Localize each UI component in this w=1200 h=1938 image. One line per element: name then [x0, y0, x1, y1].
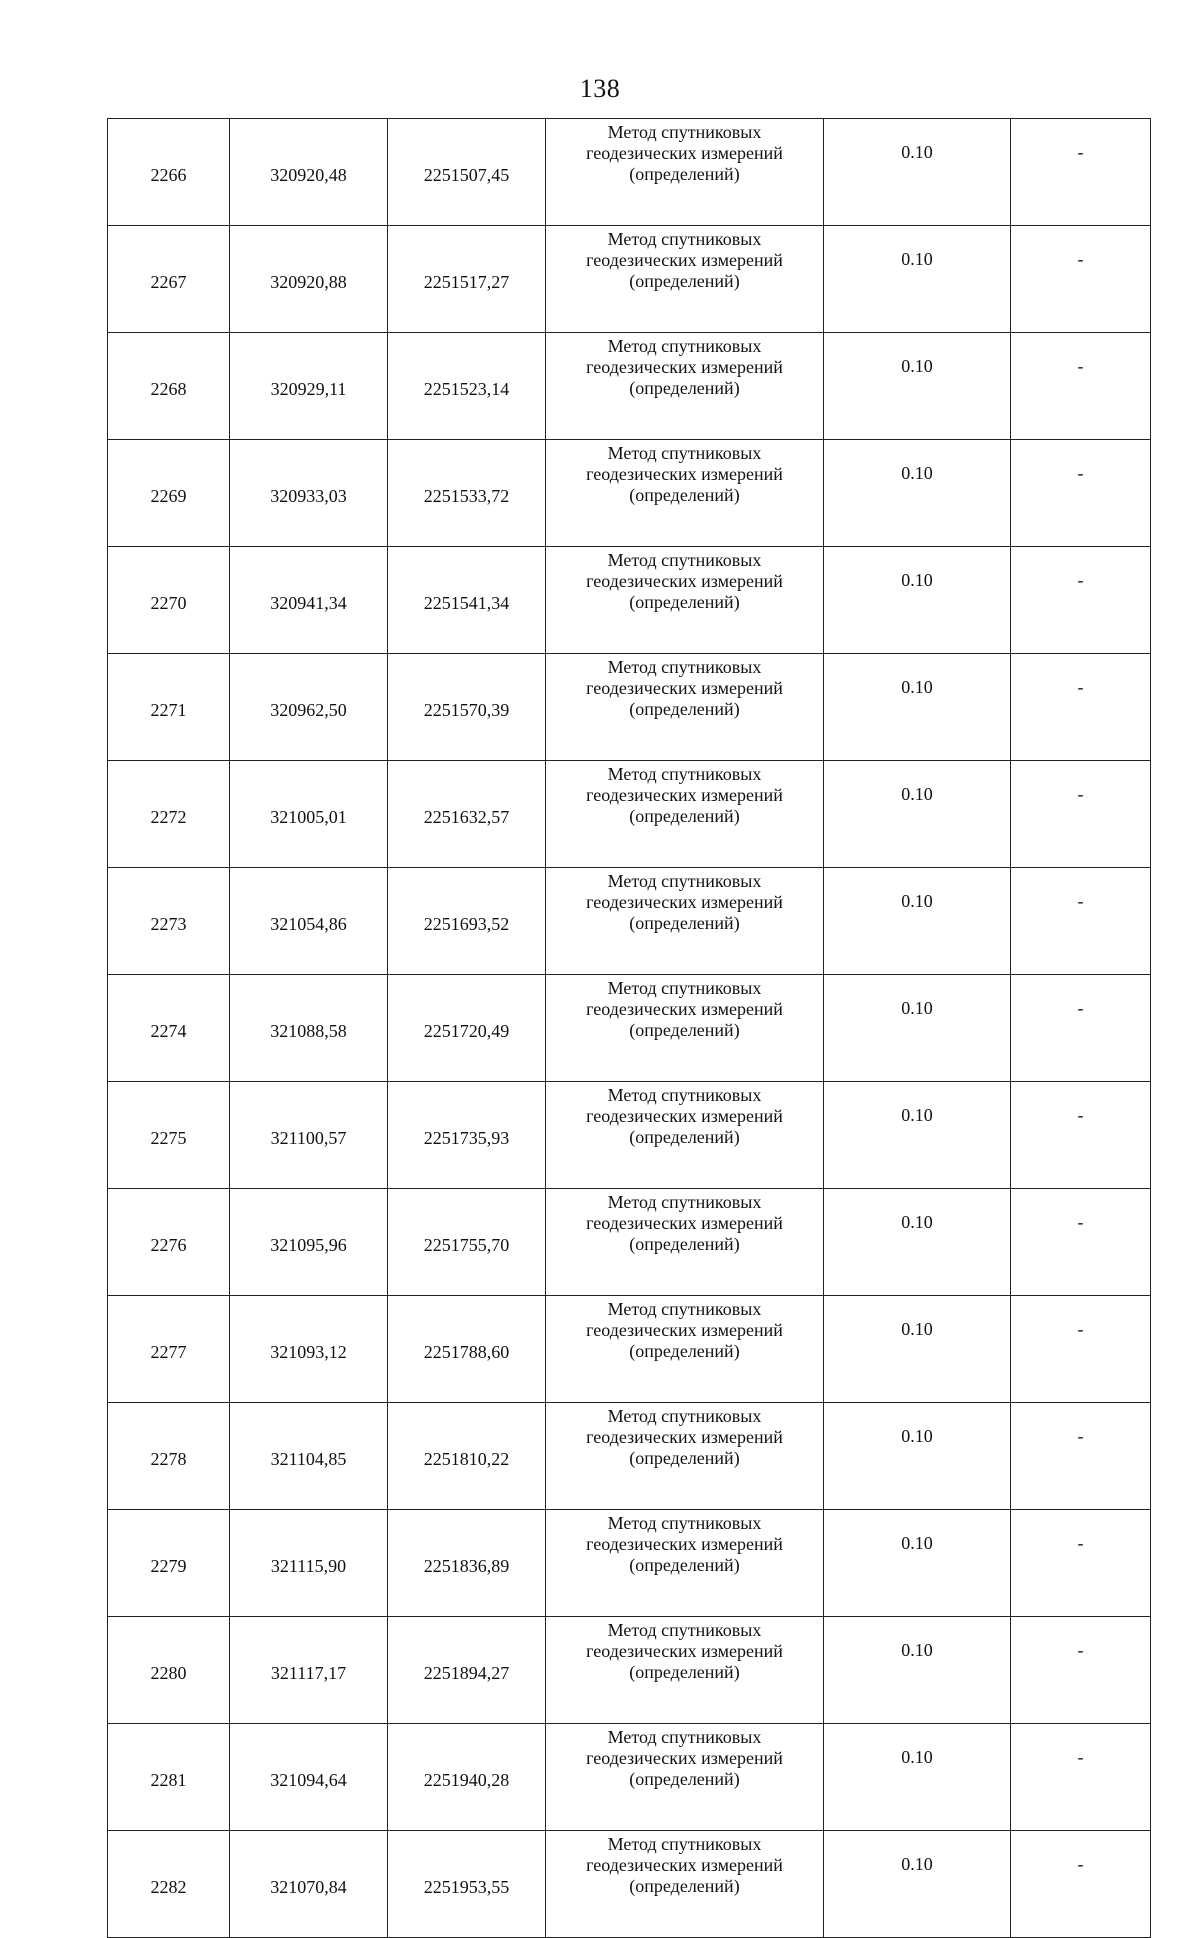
- x-coordinate-cell: 321094,64: [230, 1724, 388, 1831]
- method-line: (определений): [629, 1662, 740, 1682]
- table-row: [108, 547, 1151, 654]
- accuracy-cell: 0.10: [824, 1724, 1011, 1831]
- x-coordinate-cell: 321115,90: [230, 1510, 388, 1617]
- method-line: геодезических измерений: [586, 999, 783, 1019]
- method-line: геодезических измерений: [586, 1213, 783, 1233]
- y-coordinate-cell: 2251836,89: [388, 1510, 546, 1617]
- method-line: (определений): [629, 913, 740, 933]
- page-number: 138: [579, 74, 621, 103]
- method-line: геодезических измерений: [586, 1534, 783, 1554]
- y-coordinate-cell: 2251735,93: [388, 1082, 546, 1189]
- point-number-cell: 2274: [108, 975, 230, 1082]
- method-cell: [546, 119, 824, 226]
- method-cell: [546, 333, 824, 440]
- method-line: геодезических измерений: [586, 250, 783, 270]
- point-number-cell: 2269: [108, 440, 230, 547]
- method-line: геодезических измерений: [586, 1106, 783, 1126]
- accuracy-cell: 0.10: [824, 333, 1011, 440]
- point-number-cell: 2277: [108, 1296, 230, 1403]
- point-number-cell: 2276: [108, 1189, 230, 1296]
- table-row: [108, 1082, 1151, 1189]
- method-line: геодезических измерений: [586, 678, 783, 698]
- method-line: Метод спутниковых: [607, 1620, 762, 1640]
- method-cell: [546, 654, 824, 761]
- method-line: (определений): [629, 378, 740, 398]
- y-coordinate-cell: 2251788,60: [388, 1296, 546, 1403]
- accuracy-cell: 0.10: [824, 547, 1011, 654]
- table-row: [108, 1617, 1151, 1724]
- method-cell: [546, 1831, 824, 1938]
- method-line: Метод спутниковых: [607, 1727, 762, 1747]
- method-cell: [546, 868, 824, 975]
- method-line: (определений): [629, 164, 740, 184]
- note-cell: -: [1011, 547, 1151, 654]
- note-cell: -: [1011, 1403, 1151, 1510]
- method-line: геодезических измерений: [586, 892, 783, 912]
- method-line: Метод спутниковых: [607, 443, 762, 463]
- method-line: (определений): [629, 1769, 740, 1789]
- table-row: [108, 440, 1151, 547]
- method-cell: [546, 1724, 824, 1831]
- accuracy-cell: 0.10: [824, 226, 1011, 333]
- note-cell: -: [1011, 1831, 1151, 1938]
- y-coordinate-cell: 2251570,39: [388, 654, 546, 761]
- table-row: [108, 975, 1151, 1082]
- y-coordinate-cell: 2251517,27: [388, 226, 546, 333]
- point-number-cell: 2279: [108, 1510, 230, 1617]
- method-line: (определений): [629, 699, 740, 719]
- table-row: [108, 226, 1151, 333]
- table-row: [108, 868, 1151, 975]
- accuracy-cell: 0.10: [824, 440, 1011, 547]
- method-line: геодезических измерений: [586, 1427, 783, 1447]
- x-coordinate-cell: 320920,88: [230, 226, 388, 333]
- method-line: геодезических измерений: [586, 143, 783, 163]
- y-coordinate-cell: 2251894,27: [388, 1617, 546, 1724]
- method-line: геодезических измерений: [586, 1641, 783, 1661]
- y-coordinate-cell: 2251810,22: [388, 1403, 546, 1510]
- accuracy-cell: 0.10: [824, 868, 1011, 975]
- note-cell: -: [1011, 654, 1151, 761]
- method-line: (определений): [629, 485, 740, 505]
- point-number-cell: 2266: [108, 119, 230, 226]
- table-row: [108, 654, 1151, 761]
- note-cell: -: [1011, 1510, 1151, 1617]
- y-coordinate-cell: 2251755,70: [388, 1189, 546, 1296]
- accuracy-cell: 0.10: [824, 975, 1011, 1082]
- method-line: (определений): [629, 1341, 740, 1361]
- method-line: Метод спутниковых: [607, 871, 762, 891]
- table-row: [108, 1403, 1151, 1510]
- accuracy-cell: 0.10: [824, 1403, 1011, 1510]
- method-line: Метод спутниковых: [607, 1085, 762, 1105]
- table-row: [108, 1296, 1151, 1403]
- note-cell: -: [1011, 1724, 1151, 1831]
- note-cell: -: [1011, 1082, 1151, 1189]
- point-number-cell: 2270: [108, 547, 230, 654]
- note-cell: -: [1011, 1296, 1151, 1403]
- x-coordinate-cell: 321100,57: [230, 1082, 388, 1189]
- method-line: (определений): [629, 1876, 740, 1896]
- method-cell: [546, 1189, 824, 1296]
- note-cell: -: [1011, 975, 1151, 1082]
- note-cell: -: [1011, 440, 1151, 547]
- method-line: Метод спутниковых: [607, 657, 762, 677]
- y-coordinate-cell: 2251940,28: [388, 1724, 546, 1831]
- note-cell: -: [1011, 868, 1151, 975]
- x-coordinate-cell: 321117,17: [230, 1617, 388, 1724]
- method-line: Метод спутниковых: [607, 1834, 762, 1854]
- method-line: Метод спутниковых: [607, 764, 762, 784]
- point-number-cell: 2280: [108, 1617, 230, 1724]
- note-cell: -: [1011, 333, 1151, 440]
- method-line: Метод спутниковых: [607, 336, 762, 356]
- method-line: (определений): [629, 1127, 740, 1147]
- accuracy-cell: 0.10: [824, 1296, 1011, 1403]
- method-line: (определений): [629, 592, 740, 612]
- method-line: геодезических измерений: [586, 464, 783, 484]
- method-line: геодезических измерений: [586, 1748, 783, 1768]
- x-coordinate-cell: 321005,01: [230, 761, 388, 868]
- accuracy-cell: 0.10: [824, 1831, 1011, 1938]
- y-coordinate-cell: 2251507,45: [388, 119, 546, 226]
- x-coordinate-cell: 320933,03: [230, 440, 388, 547]
- y-coordinate-cell: 2251632,57: [388, 761, 546, 868]
- accuracy-cell: 0.10: [824, 1189, 1011, 1296]
- point-number-cell: 2275: [108, 1082, 230, 1189]
- coordinates-table: [107, 118, 1151, 1938]
- point-number-cell: 2267: [108, 226, 230, 333]
- x-coordinate-cell: 321070,84: [230, 1831, 388, 1938]
- y-coordinate-cell: 2251693,52: [388, 868, 546, 975]
- point-number-cell: 2282: [108, 1831, 230, 1938]
- method-line: Метод спутниковых: [607, 122, 762, 142]
- x-coordinate-cell: 320920,48: [230, 119, 388, 226]
- method-line: геодезических измерений: [586, 785, 783, 805]
- method-cell: [546, 761, 824, 868]
- method-cell: [546, 547, 824, 654]
- y-coordinate-cell: 2251523,14: [388, 333, 546, 440]
- table-row: [108, 119, 1151, 226]
- point-number-cell: 2268: [108, 333, 230, 440]
- table-body: [108, 119, 1151, 1938]
- method-line: геодезических измерений: [586, 357, 783, 377]
- method-line: Метод спутниковых: [607, 978, 762, 998]
- method-cell: [546, 226, 824, 333]
- accuracy-cell: 0.10: [824, 654, 1011, 761]
- y-coordinate-cell: 2251541,34: [388, 547, 546, 654]
- y-coordinate-cell: 2251953,55: [388, 1831, 546, 1938]
- method-line: Метод спутниковых: [607, 1513, 762, 1533]
- accuracy-cell: 0.10: [824, 761, 1011, 868]
- point-number-cell: 2272: [108, 761, 230, 868]
- x-coordinate-cell: 320962,50: [230, 654, 388, 761]
- x-coordinate-cell: 321088,58: [230, 975, 388, 1082]
- note-cell: -: [1011, 1617, 1151, 1724]
- method-line: Метод спутниковых: [607, 1192, 762, 1212]
- table-row: [108, 761, 1151, 868]
- method-cell: [546, 1296, 824, 1403]
- y-coordinate-cell: 2251720,49: [388, 975, 546, 1082]
- method-line: Метод спутниковых: [607, 1299, 762, 1319]
- point-number-cell: 2281: [108, 1724, 230, 1831]
- accuracy-cell: 0.10: [824, 1082, 1011, 1189]
- x-coordinate-cell: 320941,34: [230, 547, 388, 654]
- note-cell: -: [1011, 119, 1151, 226]
- method-cell: [546, 440, 824, 547]
- method-line: Метод спутниковых: [607, 229, 762, 249]
- accuracy-cell: 0.10: [824, 1617, 1011, 1724]
- x-coordinate-cell: 320929,11: [230, 333, 388, 440]
- method-line: геодезических измерений: [586, 1320, 783, 1340]
- method-line: (определений): [629, 1555, 740, 1575]
- y-coordinate-cell: 2251533,72: [388, 440, 546, 547]
- method-line: геодезических измерений: [586, 1855, 783, 1875]
- table-row: [108, 1724, 1151, 1831]
- x-coordinate-cell: 321093,12: [230, 1296, 388, 1403]
- method-line: геодезических измерений: [586, 571, 783, 591]
- note-cell: -: [1011, 761, 1151, 868]
- point-number-cell: 2271: [108, 654, 230, 761]
- table-row: [108, 1510, 1151, 1617]
- method-line: (определений): [629, 1234, 740, 1254]
- method-line: Метод спутниковых: [607, 1406, 762, 1426]
- method-cell: [546, 975, 824, 1082]
- method-line: (определений): [629, 1020, 740, 1040]
- method-cell: [546, 1082, 824, 1189]
- accuracy-cell: 0.10: [824, 1510, 1011, 1617]
- note-cell: -: [1011, 226, 1151, 333]
- table-row: [108, 1189, 1151, 1296]
- point-number-cell: 2273: [108, 868, 230, 975]
- method-cell: [546, 1403, 824, 1510]
- note-cell: -: [1011, 1189, 1151, 1296]
- method-cell: [546, 1510, 824, 1617]
- method-line: Метод спутниковых: [607, 550, 762, 570]
- table-row: [108, 333, 1151, 440]
- x-coordinate-cell: 321104,85: [230, 1403, 388, 1510]
- table-row: [108, 1831, 1151, 1938]
- method-cell: [546, 1617, 824, 1724]
- x-coordinate-cell: 321054,86: [230, 868, 388, 975]
- method-line: (определений): [629, 1448, 740, 1468]
- method-line: (определений): [629, 271, 740, 291]
- accuracy-cell: 0.10: [824, 119, 1011, 226]
- x-coordinate-cell: 321095,96: [230, 1189, 388, 1296]
- method-line: (определений): [629, 806, 740, 826]
- point-number-cell: 2278: [108, 1403, 230, 1510]
